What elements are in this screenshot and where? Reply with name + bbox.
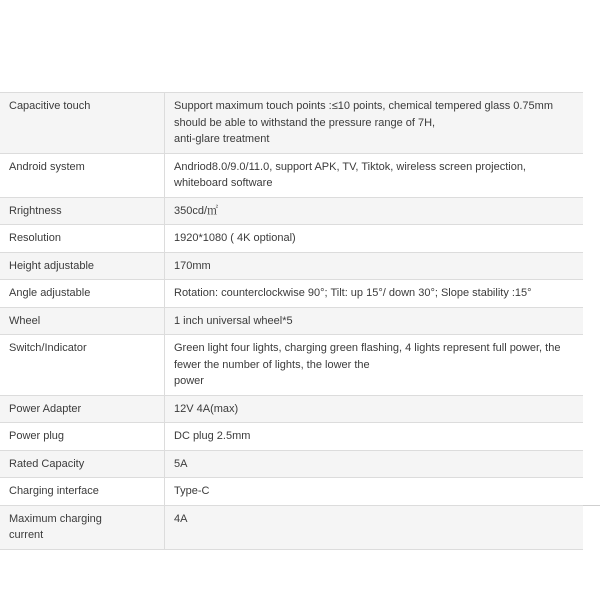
spec-row xyxy=(0,197,583,225)
spec-value-line: whiteboard software xyxy=(174,177,273,189)
spec-value-cell xyxy=(165,93,584,154)
spec-key-cell xyxy=(0,395,165,423)
spec-value-line: Andriod8.0/9.0/11.0, support APK, TV, Tiktok, wireless screen projection, xyxy=(174,160,526,173)
spec-value-line: 1920*1080 ( 4K optional) xyxy=(174,232,296,244)
spec-row xyxy=(0,423,583,451)
spec-value-cell xyxy=(165,197,584,225)
spec-value-line: anti-glare treatment xyxy=(174,133,270,145)
spec-row xyxy=(0,280,583,308)
spec-row xyxy=(0,450,583,478)
spec-value-line: 170mm xyxy=(174,259,211,272)
spec-key: Charging interface xyxy=(9,485,99,497)
spec-key-cell xyxy=(0,423,165,451)
spec-key: Android system xyxy=(9,160,85,173)
spec-key-cell xyxy=(0,335,165,396)
spec-value-cell xyxy=(165,307,584,335)
spec-key-line: current xyxy=(9,529,44,541)
spec-key-cell xyxy=(0,252,165,280)
spec-table-viewport xyxy=(0,92,600,541)
spec-value-cell xyxy=(165,423,584,451)
spec-key: Resolution xyxy=(9,232,61,244)
spec-key: Capacitive touch xyxy=(9,100,91,112)
spec-key-cell xyxy=(0,93,165,154)
spec-key-cell xyxy=(0,225,165,253)
spec-value-cell xyxy=(165,252,584,280)
spec-row xyxy=(0,307,583,335)
spec-value-line: 1 inch universal wheel*5 xyxy=(174,314,293,327)
spec-key: Rated Capacity xyxy=(9,457,85,470)
spec-value-line: should be able to withstand the pressure range of 7H, xyxy=(174,116,436,129)
spec-row xyxy=(0,335,583,396)
spec-value-cell xyxy=(165,450,584,478)
spec-key: Rrightness xyxy=(9,204,62,217)
spec-row xyxy=(0,225,583,253)
spec-key: Height adjustable xyxy=(9,259,95,272)
spec-value-line: Rotation: counterclockwise 90°; Tilt: up 15°/ down 30°; Slope stability :15° xyxy=(174,287,532,299)
table-edge-divider xyxy=(583,505,600,506)
spec-key-cell xyxy=(0,450,165,478)
spec-key: Wheel xyxy=(9,314,41,327)
spec-value-line: DC plug 2.5mm xyxy=(174,430,251,442)
spec-key-cell xyxy=(0,505,165,549)
spec-key: Switch/Indicator xyxy=(9,342,87,354)
spec-value-line: 12V 4A(max) xyxy=(174,402,239,415)
spec-value-line: Type-C xyxy=(174,485,210,497)
spec-key-cell xyxy=(0,197,165,225)
spec-row xyxy=(0,252,583,280)
spec-value-line: power xyxy=(174,375,204,387)
spec-value-line: 5A xyxy=(174,457,188,470)
spec-value-cell xyxy=(165,478,584,506)
spec-key-cell xyxy=(0,307,165,335)
spec-value-line: Support maximum touch points :≤10 points, chemical tempered glass 0.75mm xyxy=(174,100,553,112)
spec-key: Angle adjustable xyxy=(9,287,91,299)
spec-value-line: 4A xyxy=(174,512,188,525)
spec-row xyxy=(0,93,583,154)
spec-row xyxy=(0,395,583,423)
spec-table xyxy=(0,92,583,550)
spec-value-cell xyxy=(165,225,584,253)
spec-key-cell xyxy=(0,478,165,506)
spec-value-cell xyxy=(165,153,584,197)
spec-row xyxy=(0,153,583,197)
spec-value-cell xyxy=(165,280,584,308)
spec-value-line: 350cd/㎡ xyxy=(174,204,219,217)
spec-key: Power plug xyxy=(9,430,65,442)
spec-key-cell xyxy=(0,153,165,197)
spec-key-cell xyxy=(0,280,165,308)
spec-row xyxy=(0,505,583,549)
spec-value-line: Green light four lights, charging green flashing, 4 lights represent full power, the xyxy=(174,342,561,354)
spec-value-cell xyxy=(165,335,584,396)
spec-key: Power Adapter xyxy=(9,402,82,415)
spec-value-cell xyxy=(165,395,584,423)
spec-key-line: Maximum charging xyxy=(9,512,102,525)
spec-value-line: fewer the number of lights, the lower the xyxy=(174,358,370,371)
spec-table-body xyxy=(0,93,583,550)
spec-row xyxy=(0,478,583,506)
spec-value-cell xyxy=(165,505,584,549)
